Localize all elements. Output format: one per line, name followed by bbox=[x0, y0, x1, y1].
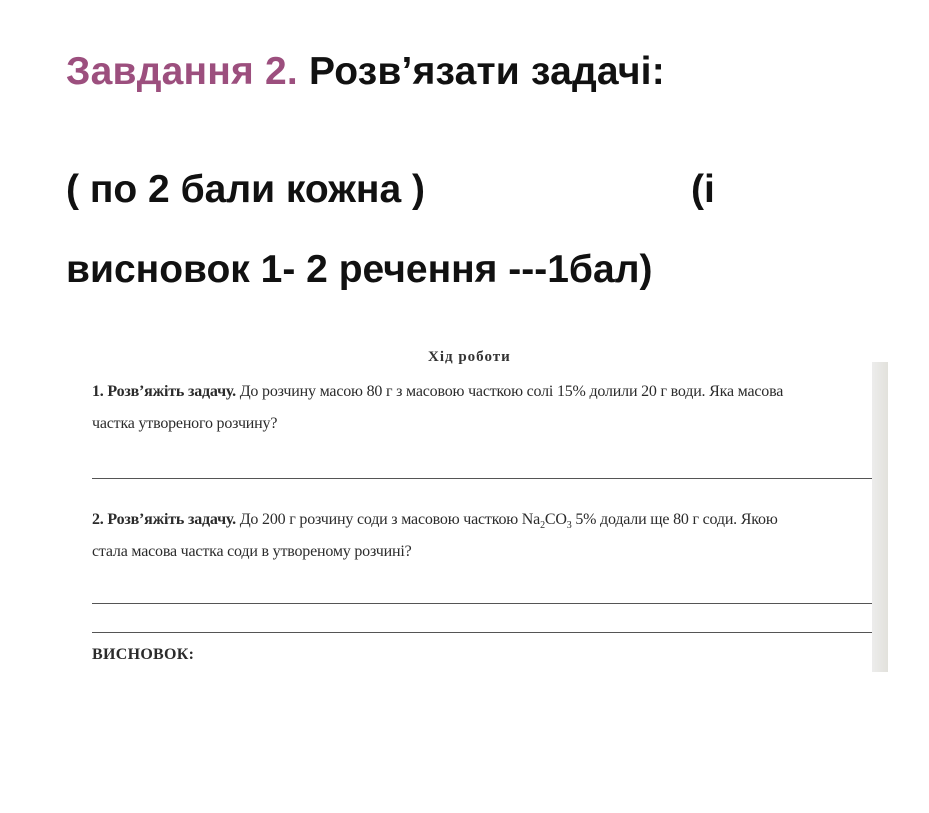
answer-line-3 bbox=[92, 632, 872, 633]
problem-1-text: До розчину масою 80 г з масовою часткою солі 15% долили 20 г води. Яка масова bbox=[239, 383, 784, 400]
cut-header bbox=[428, 349, 538, 366]
problem-2-lead: 2. Розв’яжіть задачу. bbox=[92, 511, 236, 528]
worksheet-scan bbox=[78, 349, 888, 672]
problem-2-text-b: CO bbox=[544, 511, 567, 528]
scoring-open: (і bbox=[691, 168, 715, 211]
conclusion-label: ВИСНОВОК: bbox=[92, 646, 195, 663]
subscript-3: 3 bbox=[566, 520, 572, 532]
cut-header-text: Хід роботи bbox=[428, 349, 511, 365]
problem-1-line-1 bbox=[92, 383, 783, 401]
answer-line-2 bbox=[92, 603, 872, 604]
problem-2-text-c: 5% додали ще 80 г соди. Якою bbox=[571, 511, 778, 528]
answer-line-1 bbox=[92, 478, 872, 479]
problem-2-text-a: До 200 г розчину соди з масовою часткою Na bbox=[239, 511, 541, 528]
problem-1-lead: 1. Розв’яжіть задачу. bbox=[92, 383, 236, 400]
task-heading bbox=[66, 50, 665, 94]
scoring-conclusion: висновок 1- 2 речення ---1бал) bbox=[66, 248, 653, 291]
problem-2-line-1 bbox=[92, 511, 778, 531]
problem-1-line-2: частка утвореного розчину? bbox=[92, 415, 278, 432]
subscript-2: 2 bbox=[540, 520, 545, 532]
scoring-points: ( по 2 бали кожна ) bbox=[66, 168, 425, 211]
task-title: Розв’язати задачі: bbox=[309, 50, 665, 93]
problem-2-line-2: стала масова частка соди в утвореному розчині? bbox=[92, 543, 412, 560]
scan-edge bbox=[872, 362, 888, 672]
task-number: Завдання 2. bbox=[66, 50, 298, 93]
